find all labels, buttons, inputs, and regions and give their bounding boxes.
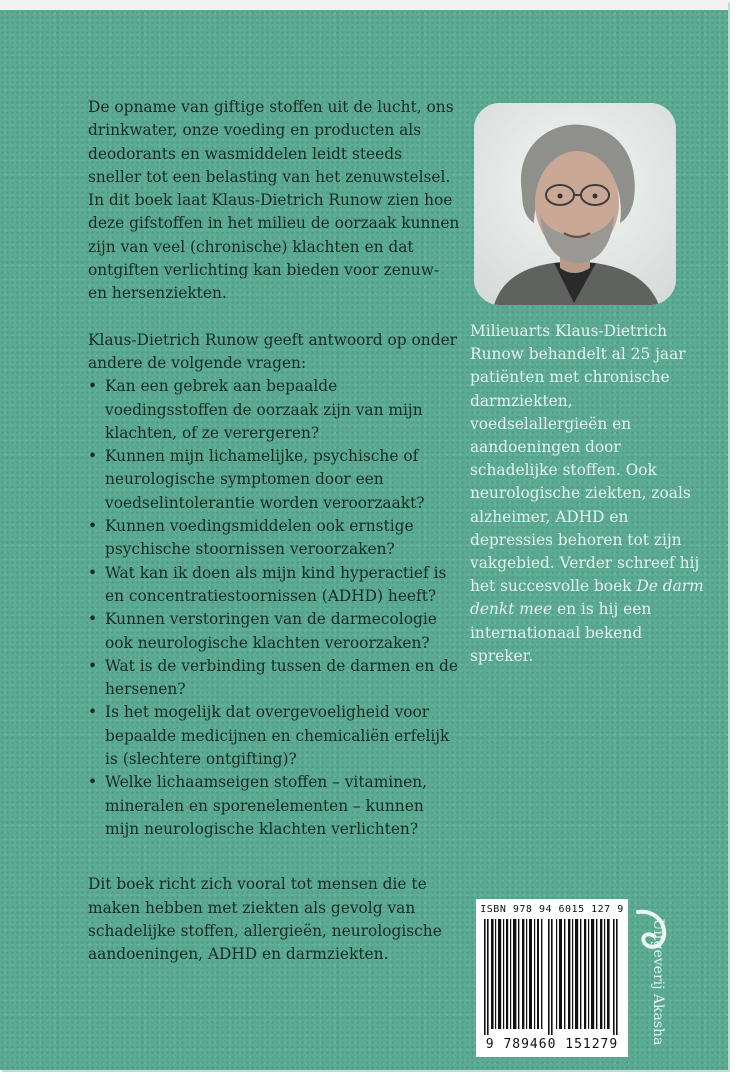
question-item: • Kunnen voedingsmiddelen ook ernstige psychische stoornissen veroorzaken? [88, 515, 460, 562]
closing-paragraph: Dit boek richt zich vooral tot mensen die te maken hebben met ziekten als gevolg van schadelijke stoffen, allergieën, neurologische aandoeningen, ADHD en darmziekten. [88, 875, 442, 964]
question-item: • Kunnen verstoringen van de darmecologie ook neurologische klachten veroorzaken? [88, 608, 460, 655]
intro-paragraph: De opname van giftige stoffen uit de lucht, ons drinkwater, onze voeding en producten als deodorants en wasmiddelen leidt steeds sneller tot een belasting van het zenuwstelsel. In dit boek laat Klaus-Dietrich Runow zien hoe deze gifstoffen in het milieu de oorzaak kunnen zijn van veel (chronische) klachten en dat ontgiften verlichting kan bieden voor zenuw- en hersenziekten. [88, 98, 460, 303]
question-item: • Is het mogelijk dat overgevoeligheid voor bepaalde medicijnen en chemicaliën erfelijk is (slechtere ontgifting)? [88, 701, 460, 771]
barcode-digits: 9 789460 151279 [485, 1037, 619, 1052]
isbn-label: ISBN 978 94 6015 127 9 [480, 904, 624, 915]
question-item: • Welke lichaamseigen stoffen – vitaminen, mineralen en sporenelementen – kunnen mijn neurologische klachten verlichten? [88, 771, 460, 841]
question-item: • Kunnen mijn lichamelijke, psychische of neurologische symptomen door een voedselintolerantie worden veroorzaakt? [88, 445, 460, 515]
publisher-name: Uitgeverij Akasha [650, 918, 666, 1046]
blurb-column [88, 96, 460, 966]
questions-intro: Klaus-Dietrich Runow geeft antwoord op onder andere de volgende vragen: [88, 330, 458, 372]
question-item: • Wat kan ik doen als mijn kind hyperactief is en concentratiestoornissen (ADHD) heeft? [88, 562, 460, 609]
bio-text: Milieuarts Klaus-Dietrich Runow behandelt al 25 jaar patiënten met chronische darmziekten, voedselallergieën en aandoeningen door schadelijke stoffen. Ook neurologische ziekten, zoals alzheimer, ADHD en depressies behoren tot zijn vakgebied. Verder schreef hij het succesvolle boek [470, 322, 700, 596]
bio-text-end: en is hij een internationaal bekend spreker. [470, 600, 652, 665]
questions-list [88, 375, 460, 841]
author-photo [474, 103, 676, 305]
author-bio [470, 320, 710, 668]
bio-paragraph [470, 320, 710, 668]
author-portrait-illustration [474, 103, 676, 305]
question-item: • Wat is de verbinding tussen de darmen en de hersenen? [88, 655, 460, 702]
barcode [476, 899, 628, 1057]
book-title: De darm denkt mee [470, 577, 704, 619]
barcode-bars [482, 919, 622, 1035]
question-item: • Kan een gebrek aan bepaalde voedingsstoffen de oorzaak zijn van mijn klachten, of ze verergeren? [88, 375, 460, 445]
